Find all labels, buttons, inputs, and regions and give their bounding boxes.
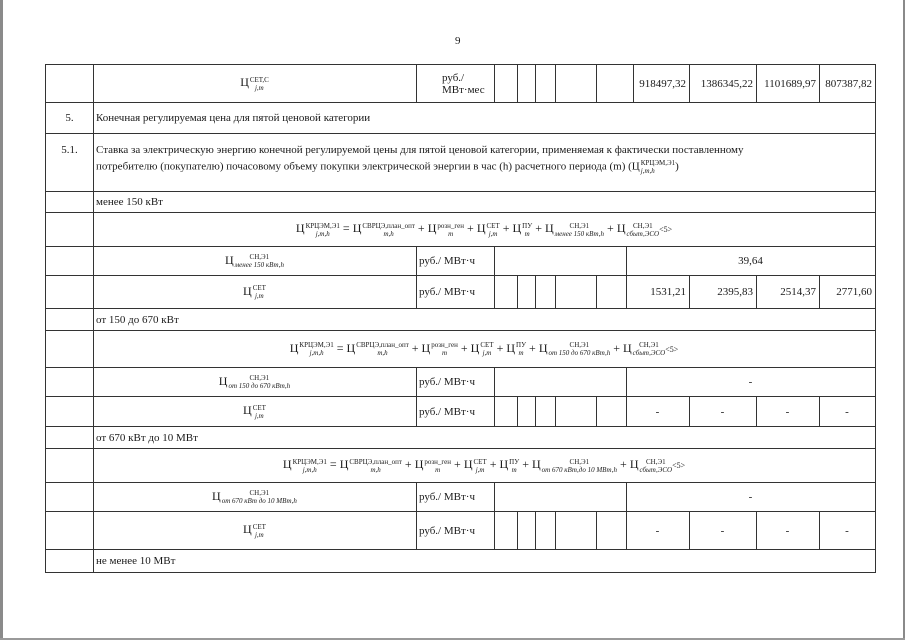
value-cell: - <box>785 405 790 418</box>
value-cell: - <box>655 524 660 537</box>
section-number: 5. <box>65 112 74 124</box>
value-cell: - <box>720 524 725 537</box>
table-row <box>46 396 875 426</box>
unit-cell: руб./ МВт·ч <box>419 286 475 298</box>
section-description: Ставка за электрическую энергию конечной регулируемой цены для пятой ценовой категории, применяемая к фактически поставленному потребителю (покупателю) почасовому объему покупки электрической энергии в час (h) расчетного периода (m) (Ц КРЦЭМ,Э1 j,m,h ) <box>96 144 744 175</box>
table-row <box>46 448 875 482</box>
value-cell: 1386345,22 <box>700 77 753 90</box>
value-cell: - <box>748 376 753 388</box>
price-formula: Ц КРЦЭМ,Э1 j,m,h = Ц СВРЦЭ,план_опт m,h + Ц розн_ген m + Ц СЕТ j,m + Ц ПУ m + Ц СН,Э1 от 670 кВт,до 10 МВт,h + Ц СН,Э1 сбыт,ЭСО <5> <box>282 457 686 474</box>
unit-cell: руб./ МВт·ч <box>419 376 475 388</box>
formula-cell: Ц СЕТ,С j,m <box>240 75 269 92</box>
value-cell: - <box>748 491 753 503</box>
price-formula: Ц КРЦЭМ,Э1 j,m,h = Ц СВРЦЭ,план_опт m,h + Ц розн_ген m + Ц СЕТ j,m + Ц ПУ m + Ц СН,Э1 от 150 до 670 кВт,h + Ц СН,Э1 сбыт,ЭСО <5> <box>289 340 679 358</box>
value-cell: - <box>785 524 790 537</box>
unit-cell: руб./ МВт·мес <box>442 71 485 96</box>
table-row <box>46 212 875 246</box>
value-cell: 918497,32 <box>639 77 686 90</box>
table-row <box>46 133 875 191</box>
value-cell: 2395,83 <box>717 286 753 298</box>
table-row <box>46 426 875 448</box>
price-formula: Ц КРЦЭМ,Э1 j,m,h = Ц СВРЦЭ,план_опт m,h + Ц розн_ген m + Ц СЕТ j,m + Ц ПУ m + Ц СН,Э1 менее 150 кВт,h + Ц СН,Э1 сбыт,ЭСО <5> <box>295 221 673 238</box>
table-row <box>46 308 875 330</box>
group-label: от 150 до 670 кВт <box>96 313 179 326</box>
unit-cell: руб./ МВт·ч <box>419 255 475 267</box>
table-row <box>46 64 875 102</box>
table-row <box>46 102 875 133</box>
scan-border-left <box>0 0 3 640</box>
symbol-cell: Ц СН,Э1 менее 150 кВт,h <box>224 252 285 270</box>
value-cell: 2514,37 <box>780 286 816 298</box>
table-row <box>46 191 875 212</box>
page-number: 9 <box>455 35 461 47</box>
symbol-cell: Ц СН,Э1 от 150 до 670 кВт,h <box>218 373 291 391</box>
table-row <box>46 330 875 367</box>
group-label: не менее 10 МВт <box>96 555 176 567</box>
value-cell: 39,64 <box>738 255 763 267</box>
symbol-cell: Ц СЕТ j,m <box>243 403 266 420</box>
table-row <box>46 246 875 275</box>
value-cell: 1101689,97 <box>764 77 816 90</box>
value-cell: - <box>720 405 725 418</box>
value-cell: - <box>845 524 849 537</box>
unit-cell: руб./ МВт·ч <box>419 524 475 537</box>
table-row <box>46 275 875 308</box>
group-label: менее 150 кВт <box>96 196 163 208</box>
group-label: от 670 кВт до 10 МВт <box>96 431 198 444</box>
table-row <box>46 549 875 572</box>
value-cell: - <box>655 405 660 418</box>
unit-cell: руб./ МВт·ч <box>419 405 475 418</box>
value-cell: - <box>845 405 849 418</box>
section-title: Конечная регулируемая цена для пятой ценовой категории <box>96 112 371 124</box>
value-cell: 2771,60 <box>836 286 872 298</box>
value-cell: 1531,21 <box>650 286 686 298</box>
table-row <box>46 367 875 396</box>
value-cell: 807387,82 <box>825 77 872 90</box>
unit-cell: руб./ МВт·ч <box>419 491 475 503</box>
symbol-cell: Ц СЕТ j,m <box>243 522 266 539</box>
section-number: 5.1. <box>61 144 78 156</box>
table-row <box>46 511 875 549</box>
tariff-table <box>45 64 876 573</box>
symbol-cell: Ц СЕТ j,m <box>243 283 266 301</box>
table-row <box>46 482 875 511</box>
symbol-cell: Ц СН,Э1 от 670 кВт до 10 МВт,h <box>212 488 297 506</box>
